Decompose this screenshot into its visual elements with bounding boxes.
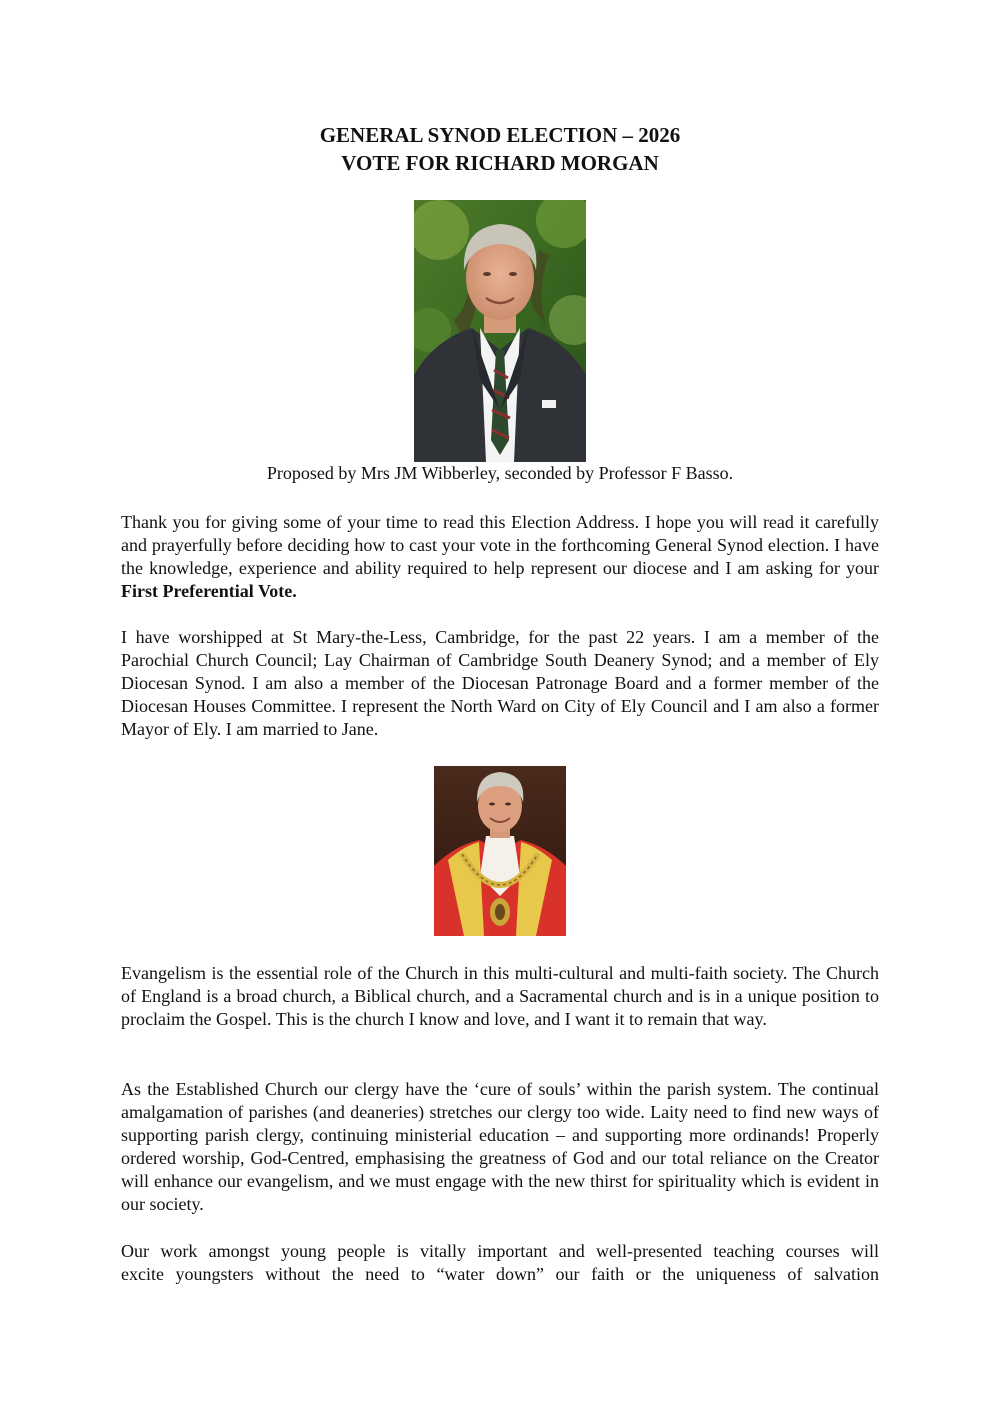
clergy-paragraph: As the Established Church our clergy have the ‘cure of souls’ within the parish system. The continual amalgamation of parishes (and deaneries) stretches our clergy too wide. Laity need to find new ways of supporting parish clergy, continuing ministerial education – and supporting more ordinands! Properly ordered worship, God-Centred, emphasising the greatness of God and our total reliance on the Creator will enhance our evangelism, and we must engage with the new thirst for spirituality which is evident in our society. — [121, 1079, 879, 1215]
mayoral-portrait-photo — [434, 766, 566, 936]
background-paragraph: I have worshipped at St Mary-the-Less, Cambridge, for the past 22 years. I am a member of the Parochial Church Council; Lay Chairman of Cambridge South Deanery Synod; and a member of Ely Diocesan Synod. I am also a member of the Diocesan Patronage Board and a former member of the Diocesan Houses Committee. I represent the North Ward on City of Ely Council and I am also a former Mayor of Ely. I am married to Jane. — [121, 627, 879, 740]
young-people-line-2: excite youngsters without the need to “water down” our faith or the uniqueness of salvation — [121, 1264, 879, 1285]
title-line-1: GENERAL SYNOD ELECTION – 2026 — [319, 123, 681, 147]
title-line-2: VOTE FOR RICHARD MORGAN — [341, 151, 659, 175]
young-people-paragraph — [121, 1240, 879, 1286]
intro-paragraph-text: Thank you for giving some of your time to read this Election Address. I hope you will read it carefully and prayerfully before deciding how to cast your vote in the forthcoming General Synod election. I have the knowledge, experience and ability required to help represent our diocese and I am asking for your — [121, 512, 879, 579]
candidate-portrait-photo — [414, 200, 586, 462]
young-people-line-1: Our work amongst young people is vitally important and well-presented teaching courses will — [121, 1241, 879, 1261]
proposer-caption: Proposed by Mrs JM Wibberley, seconded by Professor F Basso. — [266, 463, 734, 483]
evangelism-paragraph: Evangelism is the essential role of the Church in this multi-cultural and multi-faith society. The Church of England is a broad church, a Biblical church, and a Sacramental church and is in a unique position to proclaim the Gospel. This is the church I know and love, and I want it to remain that way. — [121, 963, 879, 1030]
first-preferential-vote-emphasis: First Preferential Vote. — [121, 581, 297, 602]
intro-paragraph — [121, 511, 879, 603]
